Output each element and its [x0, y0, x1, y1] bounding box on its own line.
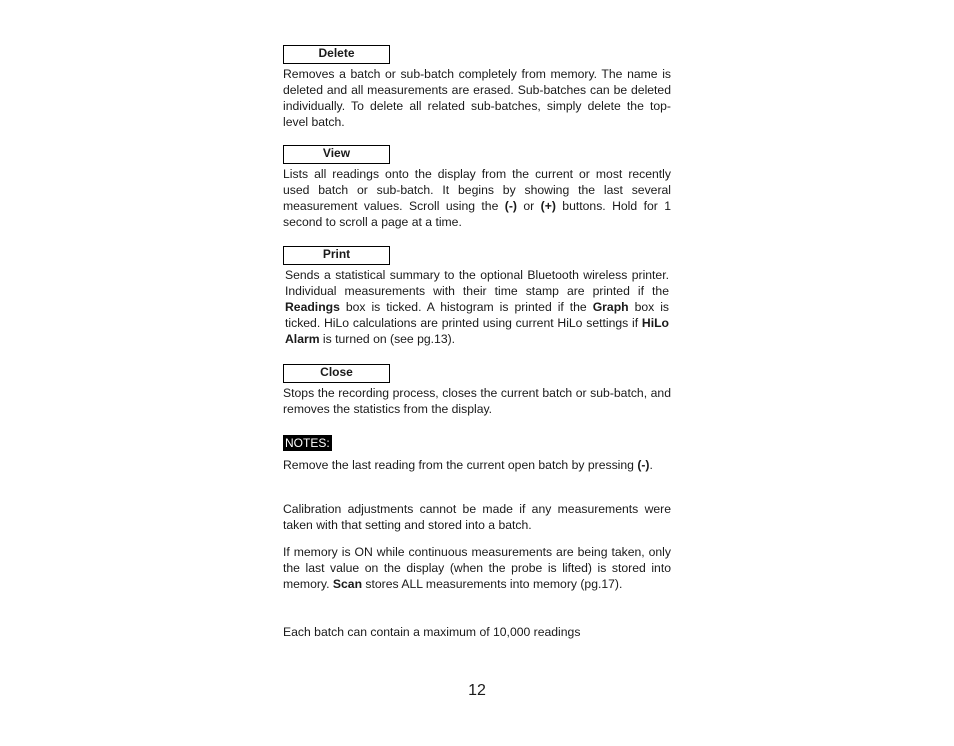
close-button: Close — [283, 364, 390, 383]
note-text-part: Remove the last reading from the current open batch by pressing — [283, 458, 638, 472]
note-2 — [283, 501, 671, 533]
view-text-part: buttons. Hold for 1 second to scroll a page at a time. — [283, 199, 671, 229]
view-text — [283, 166, 671, 230]
note-text — [283, 544, 671, 592]
minus-key-label: (-) — [637, 458, 650, 472]
note-4 — [283, 624, 671, 640]
note-text — [283, 457, 671, 473]
note-text-part: stores ALL measurements into memory (pg.17). — [362, 577, 623, 591]
note-text: Each batch can contain a maximum of 10,000 readings — [283, 625, 581, 639]
note-text-part: . — [649, 458, 653, 472]
notes-label: NOTES: — [285, 436, 330, 450]
note-1 — [283, 457, 671, 473]
plus-key-label: (+) — [540, 199, 556, 213]
note-text: Calibration adjustments cannot be made if any measurements were taken with that setting and stored into a batch. — [283, 502, 671, 532]
graph-label: Graph — [592, 300, 629, 314]
readings-label: Readings — [285, 300, 340, 314]
print-text-part: box is ticked. HiLo calculations are printed using current HiLo settings if — [285, 300, 669, 330]
close-text: Stops the recording process, closes the current batch or sub-batch, and removes the statistics from the display. — [283, 386, 671, 416]
view-description — [283, 166, 671, 230]
print-button: Print — [283, 246, 390, 265]
minus-key-label: (-) — [504, 199, 517, 213]
view-text-part: Lists all readings onto the display from the current or most recently used batch or sub-batch. It begins by showing the last several measurement values. Scroll using the — [283, 167, 671, 213]
scan-label: Scan — [332, 577, 363, 591]
note-3 — [283, 544, 671, 592]
print-text-part: Sends a statistical summary to the optional Bluetooth wireless printer. Individual measurements with their time stamp are printed if the — [285, 268, 669, 298]
print-text-part: is turned on (see pg.13). — [319, 332, 456, 346]
note-text-part: If memory is ON while continuous measurements are being taken, only the last value on the display (when the probe is lifted) is stored into memory. — [283, 545, 671, 591]
delete-button: Delete — [283, 45, 390, 64]
view-text-part: or — [516, 199, 541, 213]
page-number: 12 — [468, 682, 486, 699]
print-text-part: box is ticked. A histogram is printed if the — [339, 300, 593, 314]
print-description — [285, 267, 669, 347]
delete-text: Removes a batch or sub-batch completely from memory. The name is deleted and all measurements are erased. Sub-batches can be deleted individually. To delete all related sub-batches, simply delete the top-level batch. — [283, 67, 671, 129]
view-button: View — [283, 145, 390, 164]
hilo-alarm-label: HiLo Alarm — [285, 316, 669, 346]
delete-description — [283, 66, 671, 130]
print-text — [285, 267, 669, 347]
close-description — [283, 385, 671, 417]
